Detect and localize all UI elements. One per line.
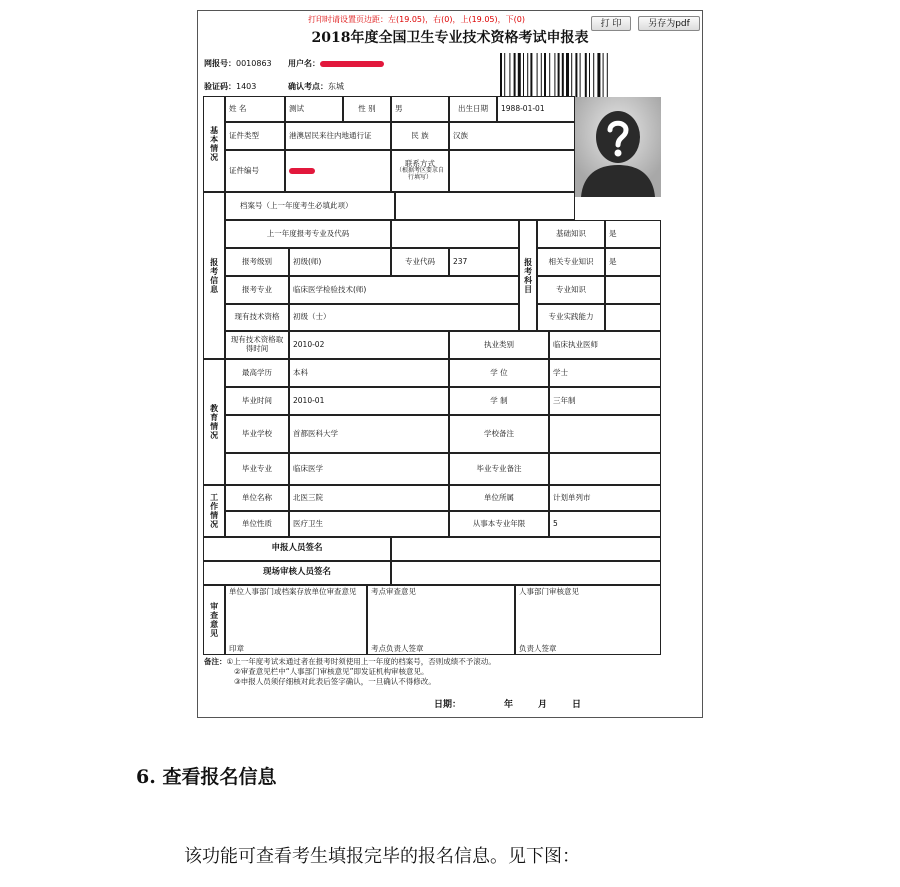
date-day: 日: [572, 700, 582, 710]
section-education: 教育情况: [203, 359, 225, 485]
grad-time-value: 2010-01: [289, 387, 449, 415]
tech-value: 初级（士）: [289, 304, 519, 331]
review-hr: [515, 585, 661, 655]
redacted-idno: [289, 168, 315, 174]
birth-value: 1988-01-01: [497, 96, 575, 122]
last-major-label: 上一年度报考专业及代码: [225, 220, 391, 248]
nation-value: 汉族: [449, 122, 575, 150]
subj2-label: 相关专业知识: [537, 248, 605, 276]
years-label: 从事本专业年限: [449, 511, 549, 537]
save-pdf-button[interactable]: 另存为pdf: [638, 16, 700, 31]
major-value: 临床医学检验技术(师): [289, 276, 519, 304]
subj1-value: 是: [605, 220, 661, 248]
contact-value: [449, 150, 575, 192]
form-notes: 备注：①上一年度考试未通过者在报考时须使用上一年度的档案号，否则成绩不予滚动。 ②审查意见栏中“人事部门审核意见”即发证机构审核意见。 ③申报人员须仔细核对此表后签字确认，一旦确认不得修改。: [204, 657, 496, 686]
school-value: 首都医科大学: [289, 415, 449, 453]
code-value: 237: [449, 248, 519, 276]
belong-label: 单位所属: [449, 485, 549, 511]
grad-time-label: 毕业时间: [225, 387, 289, 415]
applicant-sign-label: 申报人员签名: [203, 537, 391, 561]
system-label: 学 制: [449, 387, 549, 415]
review-site-label: 考点审查意见: [371, 587, 416, 596]
major-label: 报考专业: [225, 276, 289, 304]
grad-major-value: 临床医学: [289, 453, 449, 485]
grad-major-label: 毕业专业: [225, 453, 289, 485]
tech-time-label: 现有技术资格取得时间: [225, 331, 289, 359]
nature-label: 单位性质: [225, 511, 289, 537]
degree-label: 最高学历: [225, 359, 289, 387]
practice-label: 执业类别: [449, 331, 549, 359]
section-paragraph: 该功能可查看考生填报完毕的报名信息。见下图：: [184, 846, 580, 867]
subj4-value: [605, 304, 661, 331]
xuewei-label: 学 位: [449, 359, 549, 387]
confirm-site: 确认考点：东城: [288, 82, 344, 91]
birth-label: 出生日期: [449, 96, 497, 122]
archive-value: [395, 192, 575, 220]
review-unit-foot: 印章: [229, 644, 244, 654]
section-heading: 6. 查看报名信息: [136, 766, 277, 788]
review-unit: [225, 585, 367, 655]
unit-value: 北医三院: [289, 485, 449, 511]
date-year: 年: [504, 700, 514, 710]
grad-major-note-label: 毕业专业备注: [449, 453, 549, 485]
date-month: 月: [538, 700, 548, 710]
archive-label: 档案号（上一年度考生必填此项）: [225, 192, 395, 220]
nature-value: 医疗卫生: [289, 511, 449, 537]
applicant-sign-value: [391, 537, 661, 561]
idtype-value: 港澳居民来往内地通行证: [285, 122, 391, 150]
onsite-sign-label: 现场审核人员签名: [203, 561, 391, 585]
grad-major-note-value: [549, 453, 661, 485]
date-label: 日期：: [434, 700, 462, 710]
review-site-foot: 考点负责人签章: [371, 644, 424, 654]
idno-label: 证件编号: [225, 150, 285, 192]
school-label: 毕业学校: [225, 415, 289, 453]
school-note-value: [549, 415, 661, 453]
print-margin-hint: 打印时请设置页边距：左(19.05)，右(0)，上(19.05)，下(0): [308, 15, 525, 24]
nation-label: 民 族: [391, 122, 449, 150]
unit-label: 单位名称: [225, 485, 289, 511]
system-value: 三年制: [549, 387, 661, 415]
review-hr-label: 人事部门审核意见: [519, 587, 579, 596]
name-label: 姓 名: [225, 96, 285, 122]
years-value: 5: [549, 511, 661, 537]
subj1-label: 基础知识: [537, 220, 605, 248]
section-exam: 报考信息: [203, 192, 225, 359]
print-button[interactable]: 打 印: [591, 16, 631, 31]
tech-label: 现有技术资格: [225, 304, 289, 331]
belong-value: 计划单列市: [549, 485, 661, 511]
username: 用户名：: [288, 58, 384, 69]
subj3-label: 专业知识: [537, 276, 605, 304]
xuewei-value: 学士: [549, 359, 661, 387]
last-major-value: [391, 220, 519, 248]
subj2-value: 是: [605, 248, 661, 276]
practice-value: 临床执业医师: [549, 331, 661, 359]
review-unit-label: 单位人事部门或档案存放单位审查意见: [229, 587, 357, 596]
application-form-screenshot: [197, 10, 703, 718]
gender-value: 男: [391, 96, 449, 122]
name-value: 测试: [285, 96, 343, 122]
level-value: 初级(师): [289, 248, 391, 276]
barcode-icon: [500, 53, 660, 99]
gender-label: 性 别: [343, 96, 391, 122]
net-number: 网报号：0010863: [204, 59, 272, 68]
idtype-label: 证件类型: [225, 122, 285, 150]
form-title: 2018年度全国卫生专业技术资格考试申报表: [311, 30, 589, 46]
section-work: 工作情况: [203, 485, 225, 537]
contact-label: 联系方式 （根据考区要求自行填写）: [391, 150, 449, 192]
section-review: 审查意见: [203, 585, 225, 655]
person-silhouette-question-icon: [575, 97, 661, 197]
verify-code: 验证码：1403: [204, 82, 257, 91]
redacted-username: [320, 61, 384, 67]
review-hr-foot: 负责人签章: [519, 644, 557, 654]
level-label: 报考级别: [225, 248, 289, 276]
subj3-value: [605, 276, 661, 304]
degree-value: 本科: [289, 359, 449, 387]
subj4-label: 专业实践能力: [537, 304, 605, 331]
idno-value: [285, 150, 391, 192]
onsite-sign-value: [391, 561, 661, 585]
school-note-label: 学校备注: [449, 415, 549, 453]
section-subjects: 报考科目: [519, 220, 537, 331]
section-basic: 基本情况: [203, 96, 225, 192]
review-site: [367, 585, 515, 655]
code-label: 专业代码: [391, 248, 449, 276]
tech-time-value: 2010-02: [289, 331, 449, 359]
